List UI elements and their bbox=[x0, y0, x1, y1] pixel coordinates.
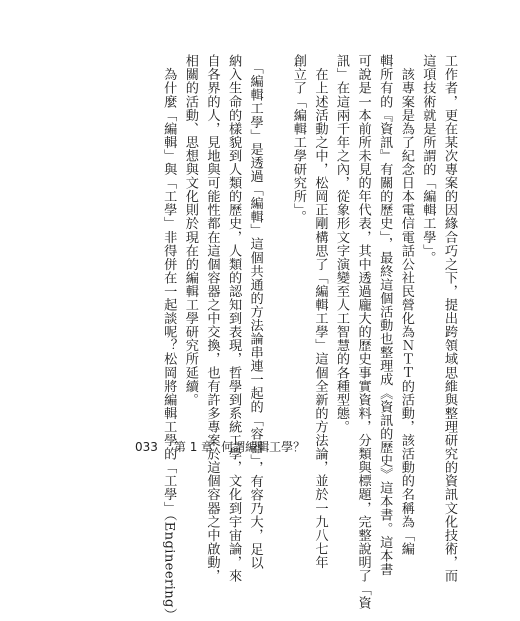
chapter-title: 何謂編輯工學？ bbox=[221, 440, 306, 454]
page-footer bbox=[135, 438, 305, 455]
text-line: 創立了「編輯工學研究所」。 bbox=[290, 54, 306, 224]
text-line: 自各界的人，見地與可能性都在這個容器之中交換，也有許多專案於這個容器之中啟動， bbox=[204, 54, 220, 583]
text-line: 為什麼「編輯」與「工學」非得併在一起談呢？松岡將編輯工學的「工學」（Engineering） bbox=[161, 54, 177, 621]
text-line: 在上述活動之中，松岡正剛構思了「編輯工學」這個全新的方法論，並於一九八七年 bbox=[312, 54, 328, 569]
text-line: 「編輯工學」是透過「編輯」這個共通的方法論串連一起的「容器」，有容乃大，足以 bbox=[247, 54, 263, 570]
text-line: 訊」在這兩千年之內，從象形文字演變至人工智慧的各種型態。 bbox=[334, 54, 350, 434]
text-line: 這項技術就是所謂的「編輯工學」。 bbox=[420, 54, 436, 265]
text-line: 該專案是為了紀念日本電信電話公社民營化為ＮＴＴ的活動，該活動的名稱為「編 bbox=[398, 54, 414, 556]
text-line: 相關的活動、思想與文化則於現在的編輯工學研究所延續。 bbox=[182, 54, 198, 407]
text-line: 輯所有的『資訊』有關的歷史」，最終這個活動也整理成《資訊的歷史》這本書。這本書 bbox=[377, 54, 393, 576]
blank-line bbox=[266, 54, 288, 438]
text-line: 可說是一本前所未見的年代表，其中透過龐大的歷史事實資料，分類與標題，完整說明了「資 bbox=[355, 54, 371, 610]
text-line: 工作者，更在某次專案的因緣合巧之下，提出跨領域思維與整理研究的資訊文化技術，而 bbox=[442, 54, 457, 583]
text-line: 納入生命的樣貌到人類的歷史，人類的認知到表現，哲學到系統工學，文化到宇宙論，來 bbox=[226, 54, 242, 583]
chapter-reference bbox=[174, 438, 305, 455]
page-number: 033 bbox=[135, 440, 158, 454]
chapter-label: 第 1 章 bbox=[173, 440, 214, 454]
